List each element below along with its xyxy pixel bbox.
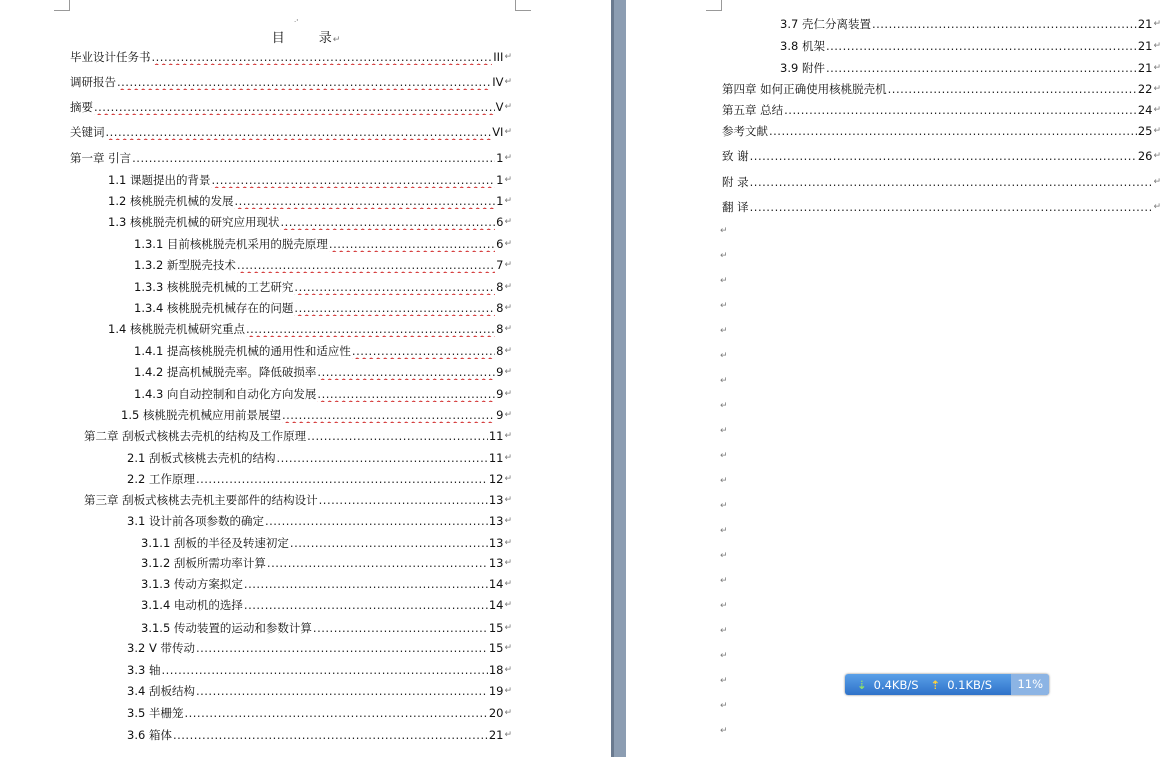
toc-entry-label: 1.3.3 核桃脱壳机械的工艺研究 xyxy=(134,280,294,294)
toc-leader-dots xyxy=(826,60,1137,76)
toc-entry[interactable] xyxy=(134,279,512,295)
paragraph-mark: ↵ xyxy=(720,526,728,536)
cursor-tick: ·' xyxy=(294,18,299,26)
toc-entry-label: 1.4.1 提高核桃脱壳机械的通用性和适应性 xyxy=(134,344,351,358)
toc-entry-page: 15 xyxy=(488,621,504,635)
toc-entry-page: 13 xyxy=(488,493,504,507)
toc-leader-dots xyxy=(750,148,1137,164)
toc-entry[interactable] xyxy=(127,450,512,466)
toc-entry-page: 26 xyxy=(1137,149,1153,163)
toc-entry[interactable] xyxy=(722,199,1161,215)
toc-entry[interactable] xyxy=(127,662,512,678)
toc-entry-page: 25 xyxy=(1137,124,1153,138)
network-speed-widget[interactable] xyxy=(845,674,1049,695)
toc-entry-page: 21 xyxy=(1137,39,1153,53)
toc-leader-dots xyxy=(152,49,493,65)
toc-entry-page: 15 xyxy=(488,641,504,655)
toc-leader-dots xyxy=(750,174,1152,190)
toc-entry-label: 3.9 附件 xyxy=(780,61,825,75)
toc-leader-dots xyxy=(888,81,1137,97)
toc-entry[interactable] xyxy=(780,60,1161,76)
paragraph-mark: ↵ xyxy=(504,410,512,420)
paragraph-mark: ↵ xyxy=(1153,84,1161,94)
toc-leader-dots xyxy=(313,620,488,636)
toc-entry[interactable] xyxy=(134,236,512,252)
cpu-percent: 11% xyxy=(1011,674,1049,695)
toc-entry-page: 8 xyxy=(496,344,504,358)
paragraph-mark: ↵ xyxy=(1153,105,1161,115)
paragraph-mark: ↵ xyxy=(504,77,512,87)
paragraph-mark: ↵ xyxy=(504,175,512,185)
toc-entry-page: 7 xyxy=(496,258,504,272)
paragraph-mark: ↵ xyxy=(504,431,512,441)
paragraph-mark: ↵ xyxy=(504,346,512,356)
toc-entry[interactable] xyxy=(127,727,512,743)
toc-leader-dots xyxy=(234,193,495,209)
toc-entry[interactable] xyxy=(141,620,512,636)
toc-entry[interactable] xyxy=(780,16,1161,32)
toc-leader-dots xyxy=(94,99,495,115)
toc-entry-page: 14 xyxy=(488,577,504,591)
toc-entry-label: 第三章 刮板式核桃去壳机主要部件的结构设计 xyxy=(84,493,318,507)
toc-entry[interactable] xyxy=(141,555,512,571)
paragraph-mark: ↵ xyxy=(720,701,728,711)
toc-entry-page: 12 xyxy=(488,472,504,486)
toc-entry-label: 1.4 核桃脱壳机械研究重点 xyxy=(108,322,245,336)
toc-entry[interactable] xyxy=(127,683,512,699)
toc-entry-label: 第四章 如何正确使用核桃脱壳机 xyxy=(722,82,887,96)
toc-leader-dots xyxy=(276,450,487,466)
toc-entry[interactable] xyxy=(70,150,512,166)
paragraph-mark: ↵ xyxy=(720,301,728,311)
paragraph-mark: ↵ xyxy=(504,196,512,206)
toc-entry-label: 3.1.1 刮板的半径及转速初定 xyxy=(141,536,289,550)
paragraph-mark: ↵ xyxy=(1153,202,1161,212)
toc-leader-dots xyxy=(196,640,488,656)
toc-leader-dots xyxy=(282,407,495,423)
paragraph-mark: ↵ xyxy=(720,276,728,286)
toc-leader-dots xyxy=(184,705,487,721)
toc-leader-dots xyxy=(317,386,495,402)
toc-leader-dots xyxy=(244,576,488,592)
toc-entry[interactable] xyxy=(108,214,512,230)
toc-entry[interactable] xyxy=(134,300,512,316)
toc-entry-label: 3.7 壳仁分离装置 xyxy=(780,17,871,31)
toc-entry-page: IV xyxy=(492,75,504,89)
paragraph-mark: ↵ xyxy=(720,601,728,611)
paragraph-mark: ↵ xyxy=(720,376,728,386)
toc-entry-page: 9 xyxy=(496,408,504,422)
paragraph-mark: ↵ xyxy=(504,127,512,137)
arrow-up-icon: ⇡ xyxy=(930,677,941,692)
toc-leader-dots xyxy=(161,662,487,678)
toc-entry-label: 1.3.2 新型脱壳技术 xyxy=(134,258,236,272)
paragraph-mark: ↵ xyxy=(720,226,728,236)
toc-leader-dots xyxy=(319,492,488,508)
toc-entry[interactable] xyxy=(108,193,512,209)
paragraph-mark: ↵ xyxy=(1153,151,1161,161)
toc-leader-dots xyxy=(872,16,1137,32)
toc-entry-page: 6 xyxy=(496,237,504,251)
toc-entry[interactable] xyxy=(141,597,512,613)
toc-entry-page: 9 xyxy=(496,365,504,379)
toc-entry-label: 3.1.3 传动方案拟定 xyxy=(141,577,243,591)
toc-entry-label: 附 录 xyxy=(722,175,749,189)
paragraph-mark: ↵ xyxy=(720,401,728,411)
toc-leader-dots xyxy=(267,555,488,571)
toc-entry-label: 3.1.4 电动机的选择 xyxy=(141,598,243,612)
toc-entry-label: 3.3 轴 xyxy=(127,663,161,677)
toc-entry-page: 6 xyxy=(496,215,504,229)
paragraph-mark: ↵ xyxy=(504,558,512,568)
paragraph-mark: ↵ xyxy=(504,453,512,463)
paragraph-mark: ↵ xyxy=(1153,41,1161,51)
arrow-down-icon: ⇣ xyxy=(857,677,867,692)
toc-entry[interactable] xyxy=(108,321,512,337)
toc-leader-dots xyxy=(826,38,1137,54)
paragraph-mark: ↵ xyxy=(720,351,728,361)
toc-entry[interactable] xyxy=(780,38,1161,54)
paragraph-mark: ↵ xyxy=(504,217,512,227)
toc-entry[interactable] xyxy=(70,74,512,90)
paragraph-mark: ↵ xyxy=(504,389,512,399)
toc-entry-page: 13 xyxy=(488,514,504,528)
toc-entry-page: 20 xyxy=(488,706,504,720)
paragraph-mark: ↵ xyxy=(504,303,512,313)
paragraph-mark: ↵ xyxy=(720,576,728,586)
toc-leader-dots xyxy=(196,683,488,699)
toc-leader-dots xyxy=(784,102,1137,118)
toc-entry[interactable] xyxy=(127,513,512,529)
toc-entry[interactable] xyxy=(70,99,512,115)
paragraph-mark: ↵ xyxy=(504,52,512,62)
paragraph-mark: ↵ xyxy=(504,579,512,589)
toc-entry[interactable] xyxy=(134,386,512,402)
toc-entry-page: 11 xyxy=(488,429,504,443)
toc-entry-label: 1.5 核桃脱壳机械应用前景展望 xyxy=(121,408,281,422)
toc-leader-dots xyxy=(244,597,488,613)
toc-entry[interactable] xyxy=(84,492,512,508)
toc-leader-dots xyxy=(352,343,495,359)
toc-entry-page: 21 xyxy=(1137,61,1153,75)
paragraph-mark: ↵ xyxy=(504,600,512,610)
toc-entry-page: 8 xyxy=(496,322,504,336)
paragraph-mark: ↵ xyxy=(720,501,728,511)
toc-leader-dots xyxy=(329,236,495,252)
toc-entry[interactable] xyxy=(722,148,1161,164)
paragraph-mark: ↵ xyxy=(1153,19,1161,29)
paragraph-mark: ↵ xyxy=(720,326,728,336)
paragraph-mark: ↵ xyxy=(1153,177,1161,187)
toc-entry-label: 3.5 半栅笼 xyxy=(127,706,184,720)
toc-entry-page: 8 xyxy=(496,301,504,315)
toc-entry-label: 1.3.4 核桃脱壳机械存在的问题 xyxy=(134,301,294,315)
margin-corner-mark xyxy=(54,0,70,11)
toc-entry-label: 第五章 总结 xyxy=(722,103,784,117)
toc-entry-label: 3.1 设计前各项参数的确定 xyxy=(127,514,264,528)
toc-entry-page: 21 xyxy=(1137,17,1153,31)
paragraph-mark: ↵ xyxy=(504,282,512,292)
toc-leader-dots xyxy=(237,257,495,273)
toc-leader-dots xyxy=(211,172,495,188)
toc-leader-dots xyxy=(769,123,1137,139)
paragraph-mark: ↵ xyxy=(720,476,728,486)
toc-entry-label: 毕业设计任务书 xyxy=(70,50,151,64)
toc-entry-label: 调研报告 xyxy=(70,75,116,89)
paragraph-mark: ↵ xyxy=(504,367,512,377)
toc-entry-page: 1 xyxy=(496,194,504,208)
document-page-right[interactable] xyxy=(626,0,1164,757)
paragraph-mark: ↵ xyxy=(504,260,512,270)
paragraph-mark: ↵ xyxy=(504,239,512,249)
toc-entry[interactable] xyxy=(127,640,512,656)
toc-entry[interactable] xyxy=(134,343,512,359)
toc-entry-page: 14 xyxy=(488,598,504,612)
paragraph-mark: ↵ xyxy=(504,665,512,675)
toc-title-left: 目 xyxy=(271,31,285,46)
toc-entry[interactable] xyxy=(722,123,1161,139)
paragraph-mark: ↵ xyxy=(504,623,512,633)
margin-corner-mark xyxy=(706,0,722,11)
toc-leader-dots xyxy=(750,199,1152,215)
toc-entry-page: 18 xyxy=(488,663,504,677)
toc-leader-dots xyxy=(173,727,488,743)
paragraph-mark: ↵ xyxy=(720,651,728,661)
toc-entry-label: 摘要 xyxy=(70,100,93,114)
toc-leader-dots xyxy=(317,364,495,380)
toc-entry[interactable] xyxy=(141,535,512,551)
toc-leader-dots xyxy=(307,428,488,444)
download-speed: 0.4KB/S xyxy=(873,677,919,692)
toc-entry-label: 1.3.1 目前核桃脱壳机采用的脱壳原理 xyxy=(134,237,328,251)
toc-entry-page: 13 xyxy=(488,536,504,550)
toc-entry-label: 2.2 工作原理 xyxy=(127,472,195,486)
toc-entry-label: 2.1 刮板式核桃去壳机的结构 xyxy=(127,451,276,465)
toc-entry[interactable] xyxy=(722,81,1161,97)
paragraph-mark: ↵ xyxy=(720,551,728,561)
toc-entry-label: 参考文献 xyxy=(722,124,768,138)
toc-entry-label: 1.1 课题提出的背景 xyxy=(108,173,211,187)
paragraph-mark: ↵ xyxy=(720,726,728,736)
toc-entry-page: 9 xyxy=(496,387,504,401)
toc-entry-label: 3.2 V 带传动 xyxy=(127,641,195,655)
toc-entry-page: III xyxy=(493,50,504,64)
toc-entry[interactable] xyxy=(84,428,512,444)
toc-entry[interactable] xyxy=(127,705,512,721)
toc-entry-label: 1.3 核桃脱壳机械的研究应用现状 xyxy=(108,215,280,229)
toc-entry-label: 3.1.5 传动装置的运动和参数计算 xyxy=(141,621,312,635)
toc-entry-page: 13 xyxy=(488,556,504,570)
toc-entry[interactable] xyxy=(134,364,512,380)
toc-entry-label: 翻 译 xyxy=(722,200,749,214)
toc-leader-dots xyxy=(294,300,495,316)
toc-entry-page: 8 xyxy=(496,280,504,294)
toc-leader-dots xyxy=(132,150,495,166)
toc-entry[interactable] xyxy=(108,172,512,188)
toc-entry-label: 3.6 箱体 xyxy=(127,728,172,742)
paragraph-mark: ↵ xyxy=(720,676,728,686)
toc-entry-page: 19 xyxy=(488,684,504,698)
upload-speed: 0.1KB/S xyxy=(947,677,993,692)
toc-entry-label: 第二章 刮板式核桃去壳机的结构及工作原理 xyxy=(84,429,307,443)
toc-leader-dots xyxy=(265,513,488,529)
toc-entry-label: 1.2 核桃脱壳机械的发展 xyxy=(108,194,234,208)
toc-entry[interactable] xyxy=(121,407,512,423)
toc-entry-label: 1.4.2 提高机械脱壳率。降低破损率 xyxy=(134,365,317,379)
toc-entry[interactable] xyxy=(722,102,1161,118)
paragraph-mark: ↵ xyxy=(504,686,512,696)
paragraph-mark: ↵ xyxy=(720,451,728,461)
toc-leader-dots xyxy=(246,321,495,337)
paragraph-mark: ↵ xyxy=(1153,63,1161,73)
paragraph-mark: ↵ xyxy=(504,643,512,653)
toc-entry-label: 关键词 xyxy=(70,125,105,139)
paragraph-mark: ↵ xyxy=(720,426,728,436)
toc-entry[interactable] xyxy=(141,576,512,592)
paragraph-mark: ↵ xyxy=(1153,126,1161,136)
toc-entry-page: 24 xyxy=(1137,103,1153,117)
toc-leader-dots xyxy=(196,471,488,487)
toc-leader-dots xyxy=(290,535,488,551)
paragraph-mark: ↵ xyxy=(504,708,512,718)
toc-entry-page: V xyxy=(495,100,504,114)
toc-leader-dots xyxy=(117,74,491,90)
toc-entry[interactable] xyxy=(70,124,512,140)
toc-entry[interactable] xyxy=(134,257,512,273)
paragraph-mark: ↵ xyxy=(504,474,512,484)
toc-entry-page: 1 xyxy=(496,151,504,165)
paragraph-mark: ↵ xyxy=(504,495,512,505)
paragraph-mark: ↵ xyxy=(504,324,512,334)
toc-entry-label: 3.8 机架 xyxy=(780,39,825,53)
paragraph-mark: ↵ xyxy=(332,35,341,45)
paragraph-mark: ↵ xyxy=(504,102,512,112)
toc-entry-label: 3.4 刮板结构 xyxy=(127,684,195,698)
toc-entry-label: 致 谢 xyxy=(722,149,749,163)
toc-title xyxy=(0,27,612,46)
toc-entry[interactable] xyxy=(70,49,512,65)
paragraph-mark: ↵ xyxy=(504,153,512,163)
page-gutter xyxy=(611,0,626,757)
paragraph-mark: ↵ xyxy=(504,516,512,526)
toc-entry-page: 22 xyxy=(1137,82,1153,96)
toc-entry-label: 第一章 引言 xyxy=(70,151,132,165)
paragraph-mark: ↵ xyxy=(720,626,728,636)
toc-entry-label: 1.4.3 向自动控制和自动化方向发展 xyxy=(134,387,317,401)
toc-entry[interactable] xyxy=(722,174,1161,190)
toc-leader-dots xyxy=(294,279,495,295)
toc-entry[interactable] xyxy=(127,471,512,487)
paragraph-mark: ↵ xyxy=(504,538,512,548)
toc-entry-page: 11 xyxy=(488,451,504,465)
margin-corner-mark xyxy=(515,0,531,11)
toc-title-right: 录 xyxy=(318,31,332,46)
paragraph-mark: ↵ xyxy=(720,251,728,261)
toc-entry-page: 21 xyxy=(488,728,504,742)
toc-leader-dots xyxy=(106,124,492,140)
toc-leader-dots xyxy=(280,214,495,230)
toc-entry-page: 1 xyxy=(496,173,504,187)
toc-entry-label: 3.1.2 刮板所需功率计算 xyxy=(141,556,266,570)
toc-entry-page: VI xyxy=(492,125,504,139)
paragraph-mark: ↵ xyxy=(504,730,512,740)
